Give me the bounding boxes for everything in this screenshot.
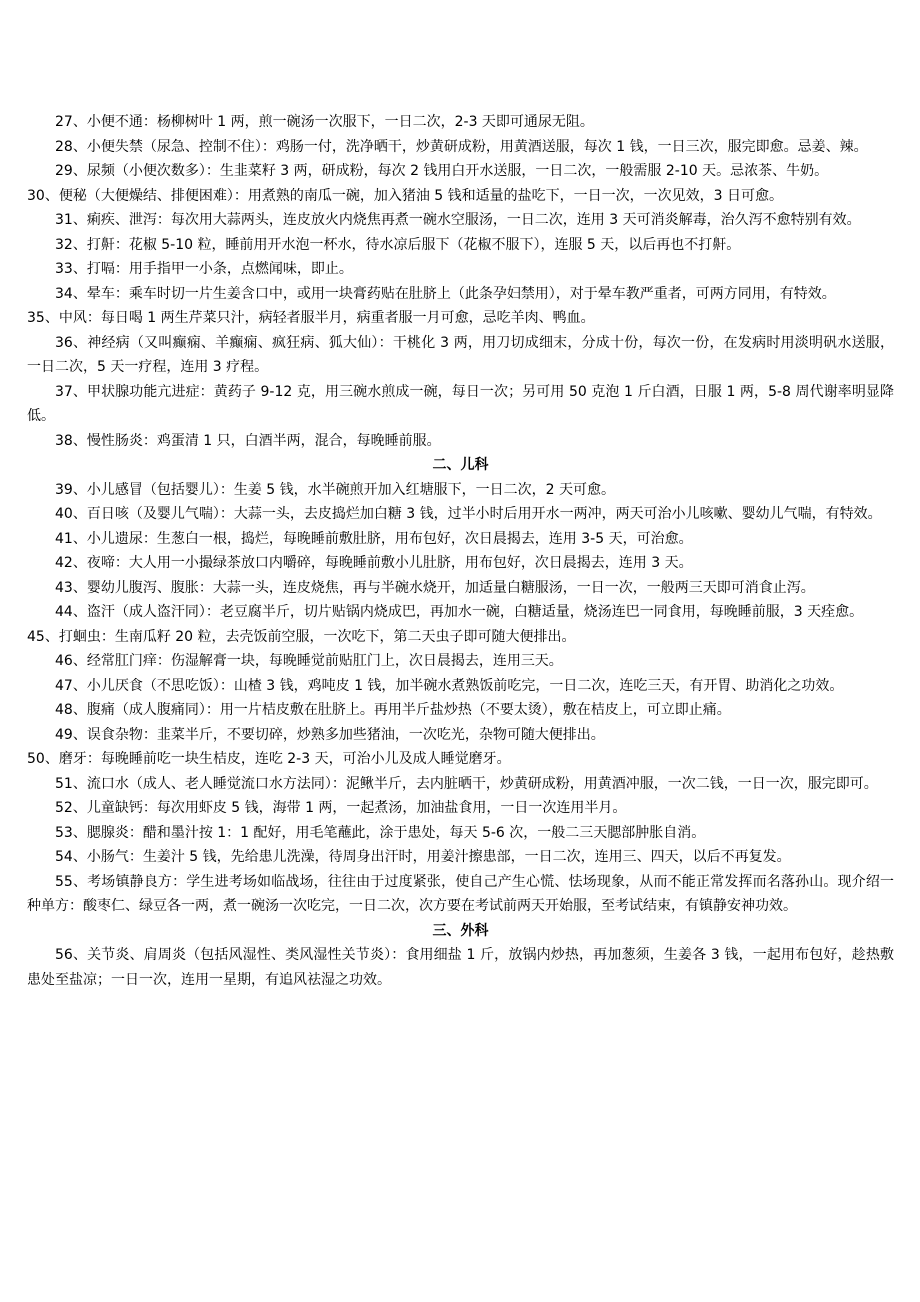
paragraph-item-49: 49、误食杂物：韭菜半斤，不要切碎，炒熟多加些猪油，一次吃光，杂物可随大便排出。	[55, 726, 605, 743]
paragraph-item-28: 28、小便失禁（尿急、控制不住）：鸡肠一付，洗净晒干，炒黄研成粉，用黄酒送服，每次 1 钱，一日三次，服完即愈。忌姜、辣。	[55, 138, 868, 155]
paragraph-item-39: 39、小儿感冒（包括婴儿）：生姜 5 钱，水半碗煎开加入红塘服下，一日二次，2 天可愈。	[55, 481, 615, 498]
paragraph-item-31: 31、痢疾、泄泻：每次用大蒜两头，连皮放火内烧焦再煮一碗水空服汤，一日二次，连用 3 天可消炎解毒，治久泻不愈特别有效。	[55, 212, 861, 228]
section-heading-surgery: 三、外科	[432, 922, 489, 939]
paragraph-item-52: 52、儿童缺钙：每次用虾皮 5 钱，海带 1 两，一起煮汤，加油盐食用，一日一次连用半月。	[55, 800, 627, 816]
paragraph-item-38: 38、慢性肠炎：鸡蛋清 1 只，白酒半两，混合，每晚睡前服。	[55, 432, 441, 449]
paragraph-item-47: 47、小儿厌食（不思吃饭）：山楂 3 钱，鸡吨皮 1 钱，加半碗水煮熟饭前吃完，一日二次，连吃三天，有开胃、助消化之功效。	[55, 677, 844, 694]
paragraph-item-29: 29、尿频（小便次数多）：生韭菜籽 3 两，研成粉，每次 2 钱用白开水送服，一日二次，一般需服 2-10 天。忌浓茶、牛奶。	[55, 163, 829, 179]
paragraph-item-41: 41、小儿遗尿：生葱白一根，捣烂，每晚睡前敷肚脐，用布包好，次日晨揭去，连用 3-5 天，可治愈。	[55, 530, 693, 547]
paragraph-item-40: 40、百日咳（及婴儿气喘）：大蒜一头，去皮捣烂加白糖 3 钱，过半小时后用开水一两冲，两天可治小儿咳嗽、婴幼儿气喘，有特效。	[55, 506, 882, 522]
paragraph-item-43: 43、婴幼儿腹泻、腹胀：大蒜一头，连皮烧焦，再与半碗水烧开，加适量白糖服汤，一日一次，一般两三天即可消食止泻。	[55, 579, 815, 596]
paragraph-item-44: 44、盗汗（成人盗汗同）：老豆腐半斤，切片贴锅内烧成巴，再加水一碗，白糖适量，烧汤连巴一同食用，每晚睡前服，3 天痊愈。	[55, 604, 864, 620]
paragraph-item-56: 56、关节炎、肩周炎（包括风湿性、类风湿性关节炎）：食用细盐 1 斤，放锅内炒热，再加葱须，生姜各 3 钱，一起用布包好，趁热敷患处至盐凉；一日一次，连用一星期，有追风祛湿之功效。	[27, 947, 894, 988]
document-page	[27, 110, 894, 992]
paragraph-item-36: 36、神经病（又叫癫痫、羊癫痫、疯狂病、狐大仙）：干桃化 3 两，用刀切成细末，分成十份，每次一份，在发病时用淡明矾水送服，一日二次，5 天一疗程，连用 3 疗程。	[27, 334, 894, 375]
paragraph-item-27: 27、小便不通：杨柳树叶 1 两，煎一碗汤一次服下，一日二次，2-3 天即可通尿无阻。	[55, 114, 594, 130]
paragraph-item-34: 34、晕车：乘车时切一片生姜含口中，或用一块膏药贴在肚脐上（此条孕妇禁用），对于晕车教严重者，可两方同用，有特效。	[55, 285, 836, 302]
paragraph-item-33: 33、打嗝：用手指甲一小条，点燃闻味，即止。	[55, 261, 353, 277]
paragraph-item-48: 48、腹痛（成人腹痛同）：用一片桔皮敷在肚脐上。再用半斤盐炒热（不要太烫），敷在桔皮上，可立即止痛。	[55, 702, 731, 718]
section-heading-pediatrics: 二、儿科	[432, 457, 489, 473]
paragraph-item-55: 55、考场镇静良方：学生进考场如临战场，往往由于过度紧张，使自己产生心慌、怯场现象，从而不能正常发挥而名落孙山。现介绍一种单方：酸枣仁、绿豆各一两，煮一碗汤一次吃完，一日二次，次方要在考试前两天开始服，至考试结束，有镇静安神功效。	[27, 873, 894, 914]
paragraph-item-30: 30、便秘（大便燥结、排便困难）：用煮熟的南瓜一碗，加入猪油 5 钱和适量的盐吃下，一日一次，一次见效，3 日可愈。	[27, 187, 783, 204]
paragraph-item-53: 53、腮腺炎：醋和墨汁按 1：1 配好，用毛笔蘸此，涂于患处，每天 5-6 次，一般二三天腮部肿胀自消。	[55, 824, 706, 841]
paragraph-item-46: 46、经常肛门痒：伤湿解膏一块，每晚睡觉前贴肛门上，次日晨揭去，连用三天。	[55, 653, 563, 669]
paragraph-item-37: 37、甲状腺功能亢进症：黄药子 9-12 克，用三碗水煎成一碗，每日一次；另可用 50 克泡 1 斤白酒，日服 1 两，5-8 周代谢率明显降低。	[27, 383, 894, 424]
paragraph-item-51: 51、流口水（成人、老人睡觉流口水方法同）：泥鳅半斤，去内脏晒干，炒黄研成粉，用黄酒冲服，一次二钱，一日一次，服完即可。	[55, 775, 878, 792]
paragraph-item-45: 45、打蛔虫：生南瓜籽 20 粒，去壳饭前空服，一次吃下，第二天虫子即可随大便排出。	[27, 628, 576, 645]
paragraph-item-32: 32、打鼾：花椒 5-10 粒，睡前用开水泡一杯水，待水凉后服下（花椒不服下），连服 5 天，以后再也不打鼾。	[55, 236, 741, 253]
paragraph-item-35: 35、中风：每日喝 1 两生芹菜只汁，病轻者服半月，病重者服一月可愈，忌吃羊肉、鸭血。	[27, 310, 595, 326]
paragraph-item-42: 42、夜啼：大人用一小撮绿茶放口内嚼碎，每晚睡前敷小儿肚脐，用布包好，次日晨揭去，连用 3 天。	[55, 555, 693, 571]
paragraph-item-54: 54、小肠气：生姜汁 5 钱，先给患儿洗澡，待周身出汗时，用姜汁擦患部，一日二次，连用三、四天，以后不再复发。	[55, 849, 791, 865]
paragraph-item-50: 50、磨牙：每晚睡前吃一块生桔皮，连吃 2-3 天，可治小儿及成人睡觉磨牙。	[27, 751, 511, 767]
